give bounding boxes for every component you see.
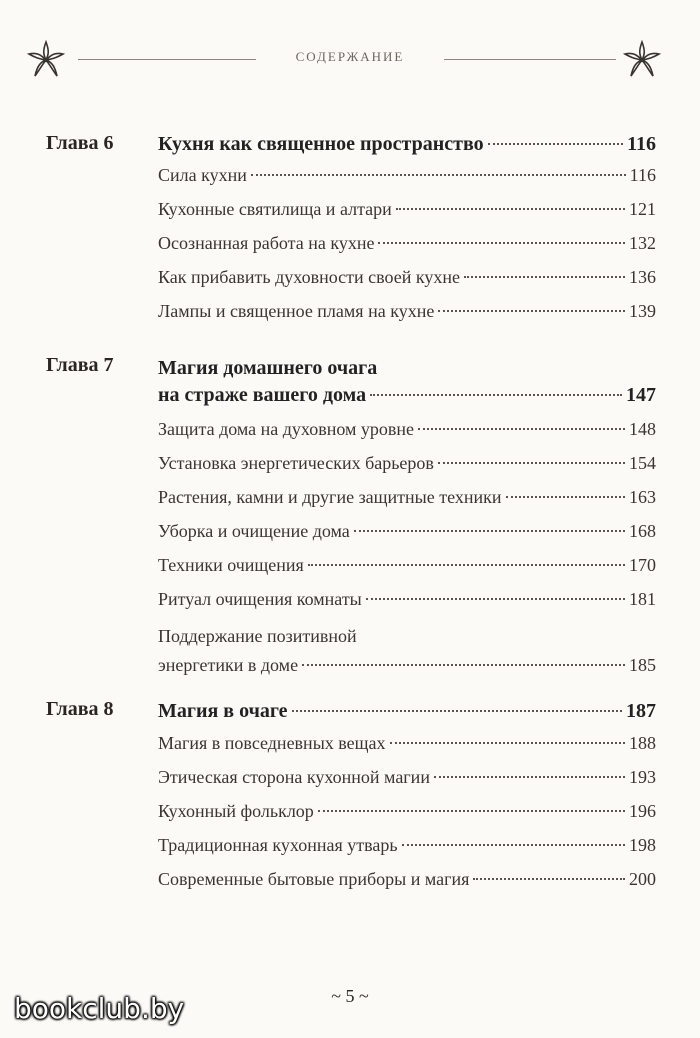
toc-entry[interactable] — [158, 412, 656, 446]
toc-entry-line1 — [158, 348, 656, 378]
entry-title: Ритуал очищения комнаты — [158, 589, 362, 609]
toc-entry[interactable] — [158, 828, 656, 862]
entry-title: Установка энергетических барьеров — [158, 453, 434, 473]
toc-entry[interactable] — [158, 648, 656, 682]
toc-entry[interactable] — [158, 794, 656, 828]
entry-title-line1: Поддержание позитивной — [158, 626, 357, 646]
entry-title: Традиционная кухонная утварь — [158, 835, 398, 855]
entry-page: 181 — [629, 589, 656, 609]
toc-entry[interactable] — [158, 446, 656, 480]
star-anise-ornament-icon — [24, 38, 68, 82]
chapter-label: Глава 7 — [46, 354, 114, 376]
entry-page: 147 — [626, 384, 656, 406]
entry-page: 188 — [629, 733, 656, 753]
page-number: ~ 5 ~ — [331, 986, 369, 1006]
chapter-label: Глава 8 — [46, 698, 114, 720]
entry-title: Лампы и священное пламя на кухне — [158, 301, 435, 321]
entry-page: 132 — [629, 233, 656, 253]
entry-page: 116 — [627, 133, 656, 155]
toc-entry[interactable] — [158, 378, 656, 412]
chapter-7 — [0, 348, 700, 686]
entry-title: Кухонные святилища и алтари — [158, 199, 392, 219]
entry-page: 198 — [629, 835, 656, 855]
toc-entry[interactable] — [158, 192, 656, 226]
entry-title: Современные бытовые приборы и магия — [158, 869, 470, 889]
entry-page: 121 — [629, 199, 656, 219]
entry-page: 136 — [629, 267, 656, 287]
entry-page: 187 — [626, 700, 656, 722]
entry-page: 168 — [629, 521, 656, 541]
entry-title: Магия в повседневных вещах — [158, 733, 386, 753]
header-rule-right — [444, 59, 616, 60]
toc-entry[interactable] — [158, 514, 656, 548]
chapter-6 — [0, 118, 700, 348]
entry-title: Растения, камни и другие защитные техники — [158, 487, 502, 507]
entry-title: Этическая сторона кухонной магии — [158, 767, 430, 787]
entry-page: 200 — [629, 869, 656, 889]
entry-page: 185 — [629, 655, 656, 675]
entry-page: 170 — [629, 555, 656, 575]
entry-title: Как прибавить духовности своей кухне — [158, 267, 460, 287]
toc-entry[interactable] — [158, 548, 656, 582]
entry-page: 196 — [629, 801, 656, 821]
toc-entry[interactable] — [158, 118, 656, 158]
toc-entry[interactable] — [158, 294, 656, 328]
entry-page: 163 — [629, 487, 656, 507]
entry-title: Кухонный фольклор — [158, 801, 314, 821]
entry-page: 154 — [629, 453, 656, 473]
entry-title: энергетики в доме — [158, 655, 299, 675]
entry-title: Магия в очаге — [158, 700, 288, 722]
entry-title: Кухня как священное пространство — [158, 133, 484, 155]
entry-page: 148 — [629, 419, 656, 439]
entry-page: 139 — [629, 301, 656, 321]
entry-title-line1: Магия домашнего очага — [158, 357, 378, 379]
toc-entry[interactable] — [158, 260, 656, 294]
star-anise-ornament-icon — [620, 38, 664, 82]
entry-title: Осознанная работа на кухне — [158, 233, 375, 253]
toc-entry[interactable] — [158, 726, 656, 760]
toc-entry[interactable] — [158, 226, 656, 260]
entry-title: Техники очищения — [158, 555, 304, 575]
toc-entry[interactable] — [158, 582, 656, 616]
page-header — [0, 38, 700, 82]
entry-title: Уборка и очищение дома — [158, 521, 350, 541]
toc-entry[interactable] — [158, 480, 656, 514]
chapter-label: Глава 6 — [46, 132, 114, 154]
entry-title: Защита дома на духовном уровне — [158, 419, 415, 439]
entry-page: 193 — [629, 767, 656, 787]
toc-entry[interactable] — [158, 686, 656, 726]
toc-entry[interactable] — [158, 760, 656, 794]
toc-entry[interactable] — [158, 862, 656, 896]
entry-title: Сила кухни — [158, 165, 247, 185]
toc-entry-line1 — [158, 616, 656, 648]
entry-title: на страже вашего дома — [158, 384, 367, 406]
table-of-contents — [0, 118, 700, 986]
entry-page: 116 — [629, 165, 656, 185]
chapter-8 — [0, 686, 700, 986]
page-title: СОДЕРЖАНИЕ — [295, 49, 405, 64]
watermark: bookclub.by — [14, 992, 185, 1025]
header-rule-left — [78, 59, 256, 60]
